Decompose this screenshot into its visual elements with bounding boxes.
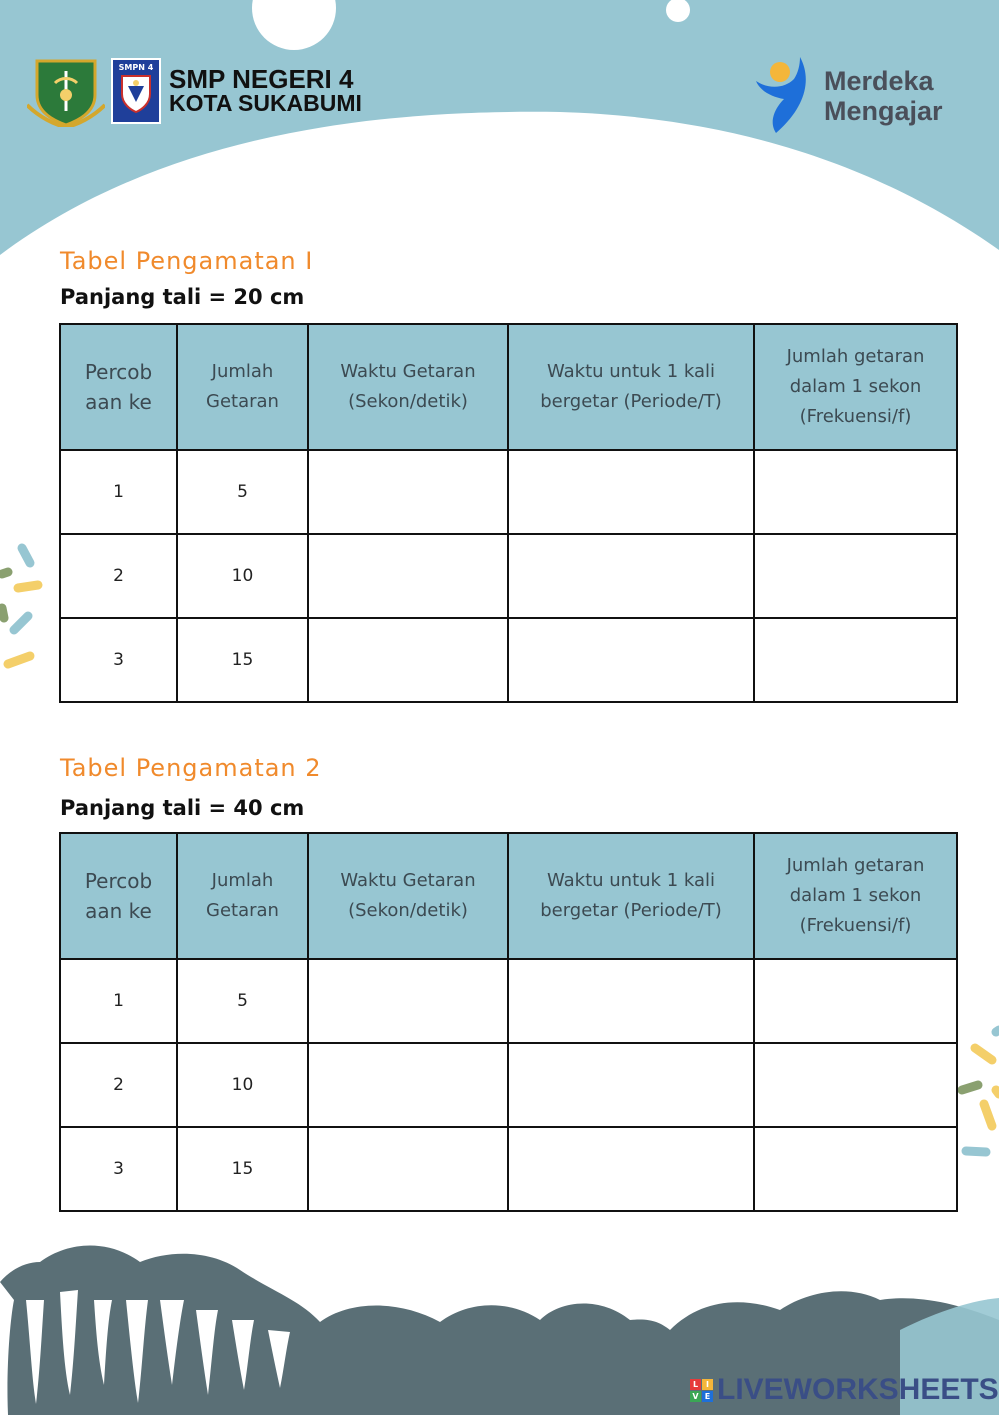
input-frekuensi[interactable] — [754, 1043, 957, 1127]
col-header-waktu-getaran: Waktu Getaran (Sekon/detik) — [308, 324, 508, 450]
city-emblem-icon — [27, 55, 105, 127]
col-header-periode: Waktu untuk 1 kali bergetar (Periode/T) — [508, 324, 754, 450]
observation-table-2 — [59, 832, 958, 1212]
table2-title: Tabel Pengamatan 2 — [60, 754, 322, 782]
cell-percobaan: 1 — [60, 959, 177, 1043]
input-frekuensi[interactable] — [754, 534, 957, 618]
table-row — [60, 959, 957, 1043]
input-waktu-getaran[interactable] — [308, 1127, 508, 1211]
table-row — [60, 618, 957, 702]
input-periode[interactable] — [508, 959, 754, 1043]
brand-line2: Mengajar — [824, 96, 943, 126]
table-row — [60, 450, 957, 534]
col-header-percobaan: Percob aan ke — [60, 324, 177, 450]
input-waktu-getaran[interactable] — [308, 618, 508, 702]
table-row — [60, 534, 957, 618]
merdeka-mengajar-text — [824, 66, 943, 126]
table1-title: Tabel Pengamatan I — [60, 247, 314, 275]
cell-jumlah-getaran: 10 — [177, 534, 308, 618]
table-header-row — [60, 324, 957, 450]
school-badge-label: SMPN 4 — [118, 63, 154, 72]
liveworksheets-watermark — [690, 1373, 999, 1407]
input-waktu-getaran[interactable] — [308, 534, 508, 618]
input-waktu-getaran[interactable] — [308, 959, 508, 1043]
input-periode[interactable] — [508, 450, 754, 534]
input-frekuensi[interactable] — [754, 450, 957, 534]
cell-jumlah-getaran: 5 — [177, 450, 308, 534]
col-header-waktu-getaran: Waktu Getaran (Sekon/detik) — [308, 833, 508, 959]
input-frekuensi[interactable] — [754, 959, 957, 1043]
input-periode[interactable] — [508, 534, 754, 618]
cell-jumlah-getaran: 5 — [177, 959, 308, 1043]
cell-jumlah-getaran: 15 — [177, 1127, 308, 1211]
cell-percobaan: 3 — [60, 1127, 177, 1211]
brand-line1: Merdeka — [824, 66, 934, 96]
col-header-jumlah-getaran: Jumlah Getaran — [177, 324, 308, 450]
school-name — [169, 64, 362, 116]
merdeka-mengajar-icon — [754, 55, 816, 137]
liveworksheets-text: LIVEWORKSHEETS — [717, 1373, 999, 1406]
input-periode[interactable] — [508, 618, 754, 702]
input-frekuensi[interactable] — [754, 1127, 957, 1211]
cell-percobaan: 2 — [60, 534, 177, 618]
input-periode[interactable] — [508, 1127, 754, 1211]
col-header-frekuensi: Jumlah getaran dalam 1 sekon (Frekuensi/f) — [754, 833, 957, 959]
liveworksheets-logo-icon: L I V E — [690, 1379, 713, 1402]
school-name-line2: KOTA SUKABUMI — [169, 90, 362, 116]
col-header-periode: Waktu untuk 1 kali bergetar (Periode/T) — [508, 833, 754, 959]
table-row — [60, 1043, 957, 1127]
school-name-line1: SMP NEGERI 4 — [169, 64, 354, 94]
school-badge-icon — [111, 58, 161, 124]
table2-subtitle: Panjang tali = 40 cm — [60, 796, 305, 820]
input-periode[interactable] — [508, 1043, 754, 1127]
cell-jumlah-getaran: 10 — [177, 1043, 308, 1127]
table-header-row — [60, 833, 957, 959]
table-row — [60, 1127, 957, 1211]
input-waktu-getaran[interactable] — [308, 450, 508, 534]
merdeka-mengajar-logo — [754, 55, 943, 137]
cell-percobaan: 3 — [60, 618, 177, 702]
cell-percobaan: 2 — [60, 1043, 177, 1127]
col-header-percobaan: Percob aan ke — [60, 833, 177, 959]
col-header-jumlah-getaran: Jumlah Getaran — [177, 833, 308, 959]
col-header-frekuensi: Jumlah getaran dalam 1 sekon (Frekuensi/f) — [754, 324, 957, 450]
table1-subtitle: Panjang tali = 20 cm — [60, 285, 305, 309]
observation-table-1 — [59, 323, 958, 703]
confetti-right — [962, 1030, 999, 1152]
confetti-left — [2, 548, 38, 664]
input-waktu-getaran[interactable] — [308, 1043, 508, 1127]
input-frekuensi[interactable] — [754, 618, 957, 702]
school-header — [27, 55, 362, 127]
cell-jumlah-getaran: 15 — [177, 618, 308, 702]
cell-percobaan: 1 — [60, 450, 177, 534]
